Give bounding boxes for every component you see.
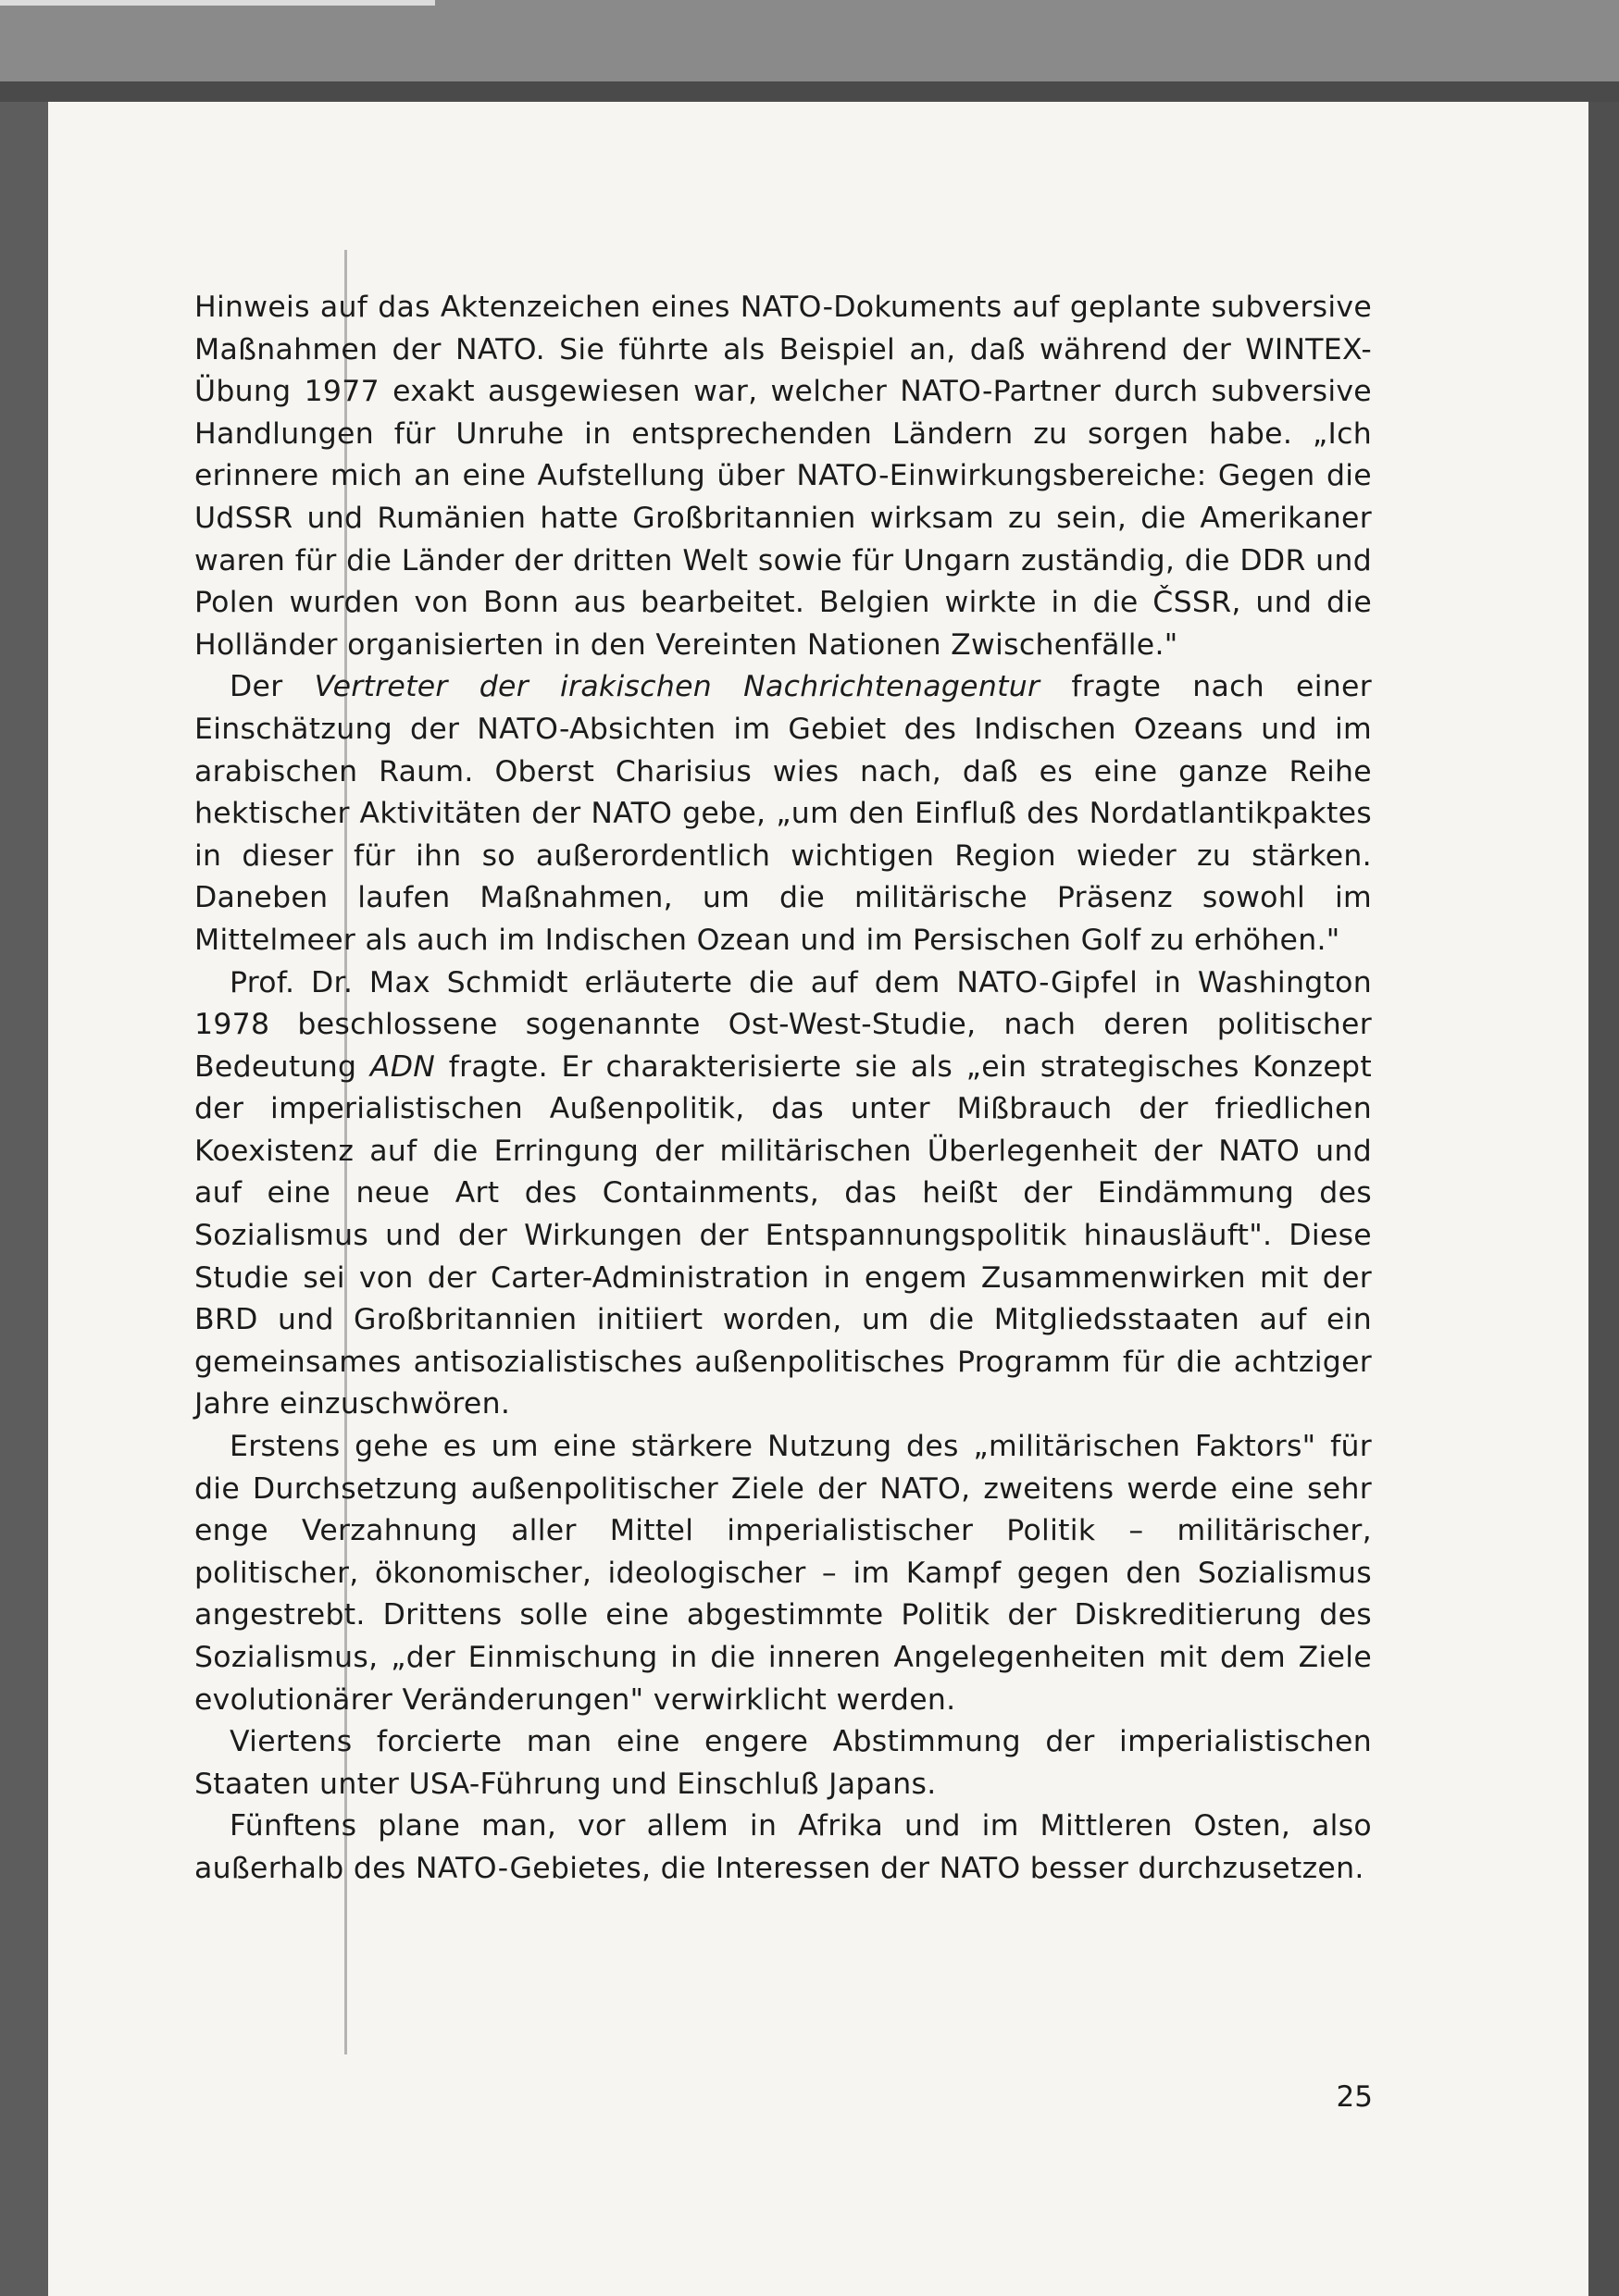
text-run: Hinweis auf das Aktenzeichen eines NATO-Dokuments auf geplante subversive Maßnahmen der NATO. Sie führte als Beispiel an, daß während der WINTEX-Übung 1977 exakt ausgewiesen war, welcher NATO-Partner durch subversive Handlungen für Unruhe in entsprechenden Ländern zu sorgen habe. „Ich erinnere mich an eine Aufstellung über NATO-Einwirkungsbereiche: Gegen die UdSSR und Rumänien hatte Großbritannien wirksam zu sein, die Amerikaner waren für die Länder der dritten Welt sowie für Ungarn zuständig, die DDR und Polen wurden von Bonn aus bearbeitet. Belgien wirkte in die ČSSR, und die Holländer organisierten in den Vereinten Nationen Zwischenfälle."	[194, 291, 1372, 662]
text-run: Erstens gehe es um eine stärkere Nutzung des „militärischen Faktors" für die Durchsetzung außenpolitischer Ziele der NATO, zweitens werde eine sehr enge Verzahnung aller Mittel imperialistischer Politik – militärischer, politischer, ökonomischer, ideologischer – im Kampf gegen den Sozialismus angestrebt. Drittens solle eine abgestimmte Politik der Diskreditierung des Sozialismus, „der Einmischung in die inneren Angelegenheiten mit dem Ziele evolutionärer Veränderungen" verwirklicht werden.	[194, 1430, 1372, 1717]
paragraph	[194, 1426, 1372, 1721]
scanner-left-edge	[0, 102, 48, 2296]
paragraph	[194, 1806, 1372, 1890]
body-text	[194, 287, 1372, 1891]
scanner-top-highlight	[0, 0, 435, 6]
text-run: fragte nach einer Einschätzung der NATO-Absichten im Gebiet des Indischen Ozeans und im arabischen Raum. Oberst Charisius wies nach, daß es eine ganze Reihe hektischer Aktivitäten der NATO gebe, „um den Einfluß des Nordatlantikpaktes in dieser für ihn so außerordentlich wichtigen Region wieder zu stärken. Daneben laufen Maßnahmen, um die militärische Präsenz sowohl im Mittelmeer als auch im Indischen Ozean und im Persischen Golf zu erhöhen."	[194, 670, 1372, 957]
paragraph	[194, 1721, 1372, 1806]
scanner-top-band	[0, 0, 1619, 81]
text-run: Der	[230, 670, 315, 704]
paragraph	[194, 666, 1372, 962]
italic-text-run: Vertreter der irakischen Nachrichtenagentur	[314, 670, 1040, 704]
scanner-shadow-band	[0, 81, 1619, 102]
scanner-right-edge	[1588, 102, 1619, 2296]
text-run: fragte. Er charakterisierte sie als „ein strategisches Konzept der imperialistischen Außenpolitik, das unter Mißbrauch der friedlichen Koexistenz auf die Erringung der militärischen Überlegenheit der NATO und auf eine neue Art des Containments, das heißt der Eindämmung des Sozialismus und der Wirkungen der Entspannungspolitik hinausläuft". Diese Studie sei von der Carter-Administration in engem Zusammenwirken mit der BRD und Großbritannien initiiert worden, um die Mitgliedsstaaten auf ein gemeinsames antisozialistisches außenpolitisches Programm für die achtziger Jahre einzuschwören.	[194, 1049, 1372, 1421]
page-number: 25	[1336, 2080, 1373, 2114]
paragraph	[194, 287, 1372, 666]
italic-text-run: ADN	[369, 1049, 436, 1084]
text-run: Fünftens plane man, vor allem in Afrika und im Mittleren Osten, also außerhalb des NATO-Gebietes, die Interessen der NATO besser durchzusetzen.	[194, 1809, 1372, 1885]
text-run: Prof. Dr. Max Schmidt erläuterte die auf dem NATO-Gipfel in Washington 1978 beschlossene sogenannte Ost-West-Studie, nach deren politischer Bedeutung	[194, 965, 1372, 1084]
text-run: Viertens forcierte man eine engere Abstimmung der imperialistischen Staaten unter USA-Führung und Einschluß Japans.	[194, 1725, 1372, 1801]
paragraph	[194, 962, 1372, 1427]
